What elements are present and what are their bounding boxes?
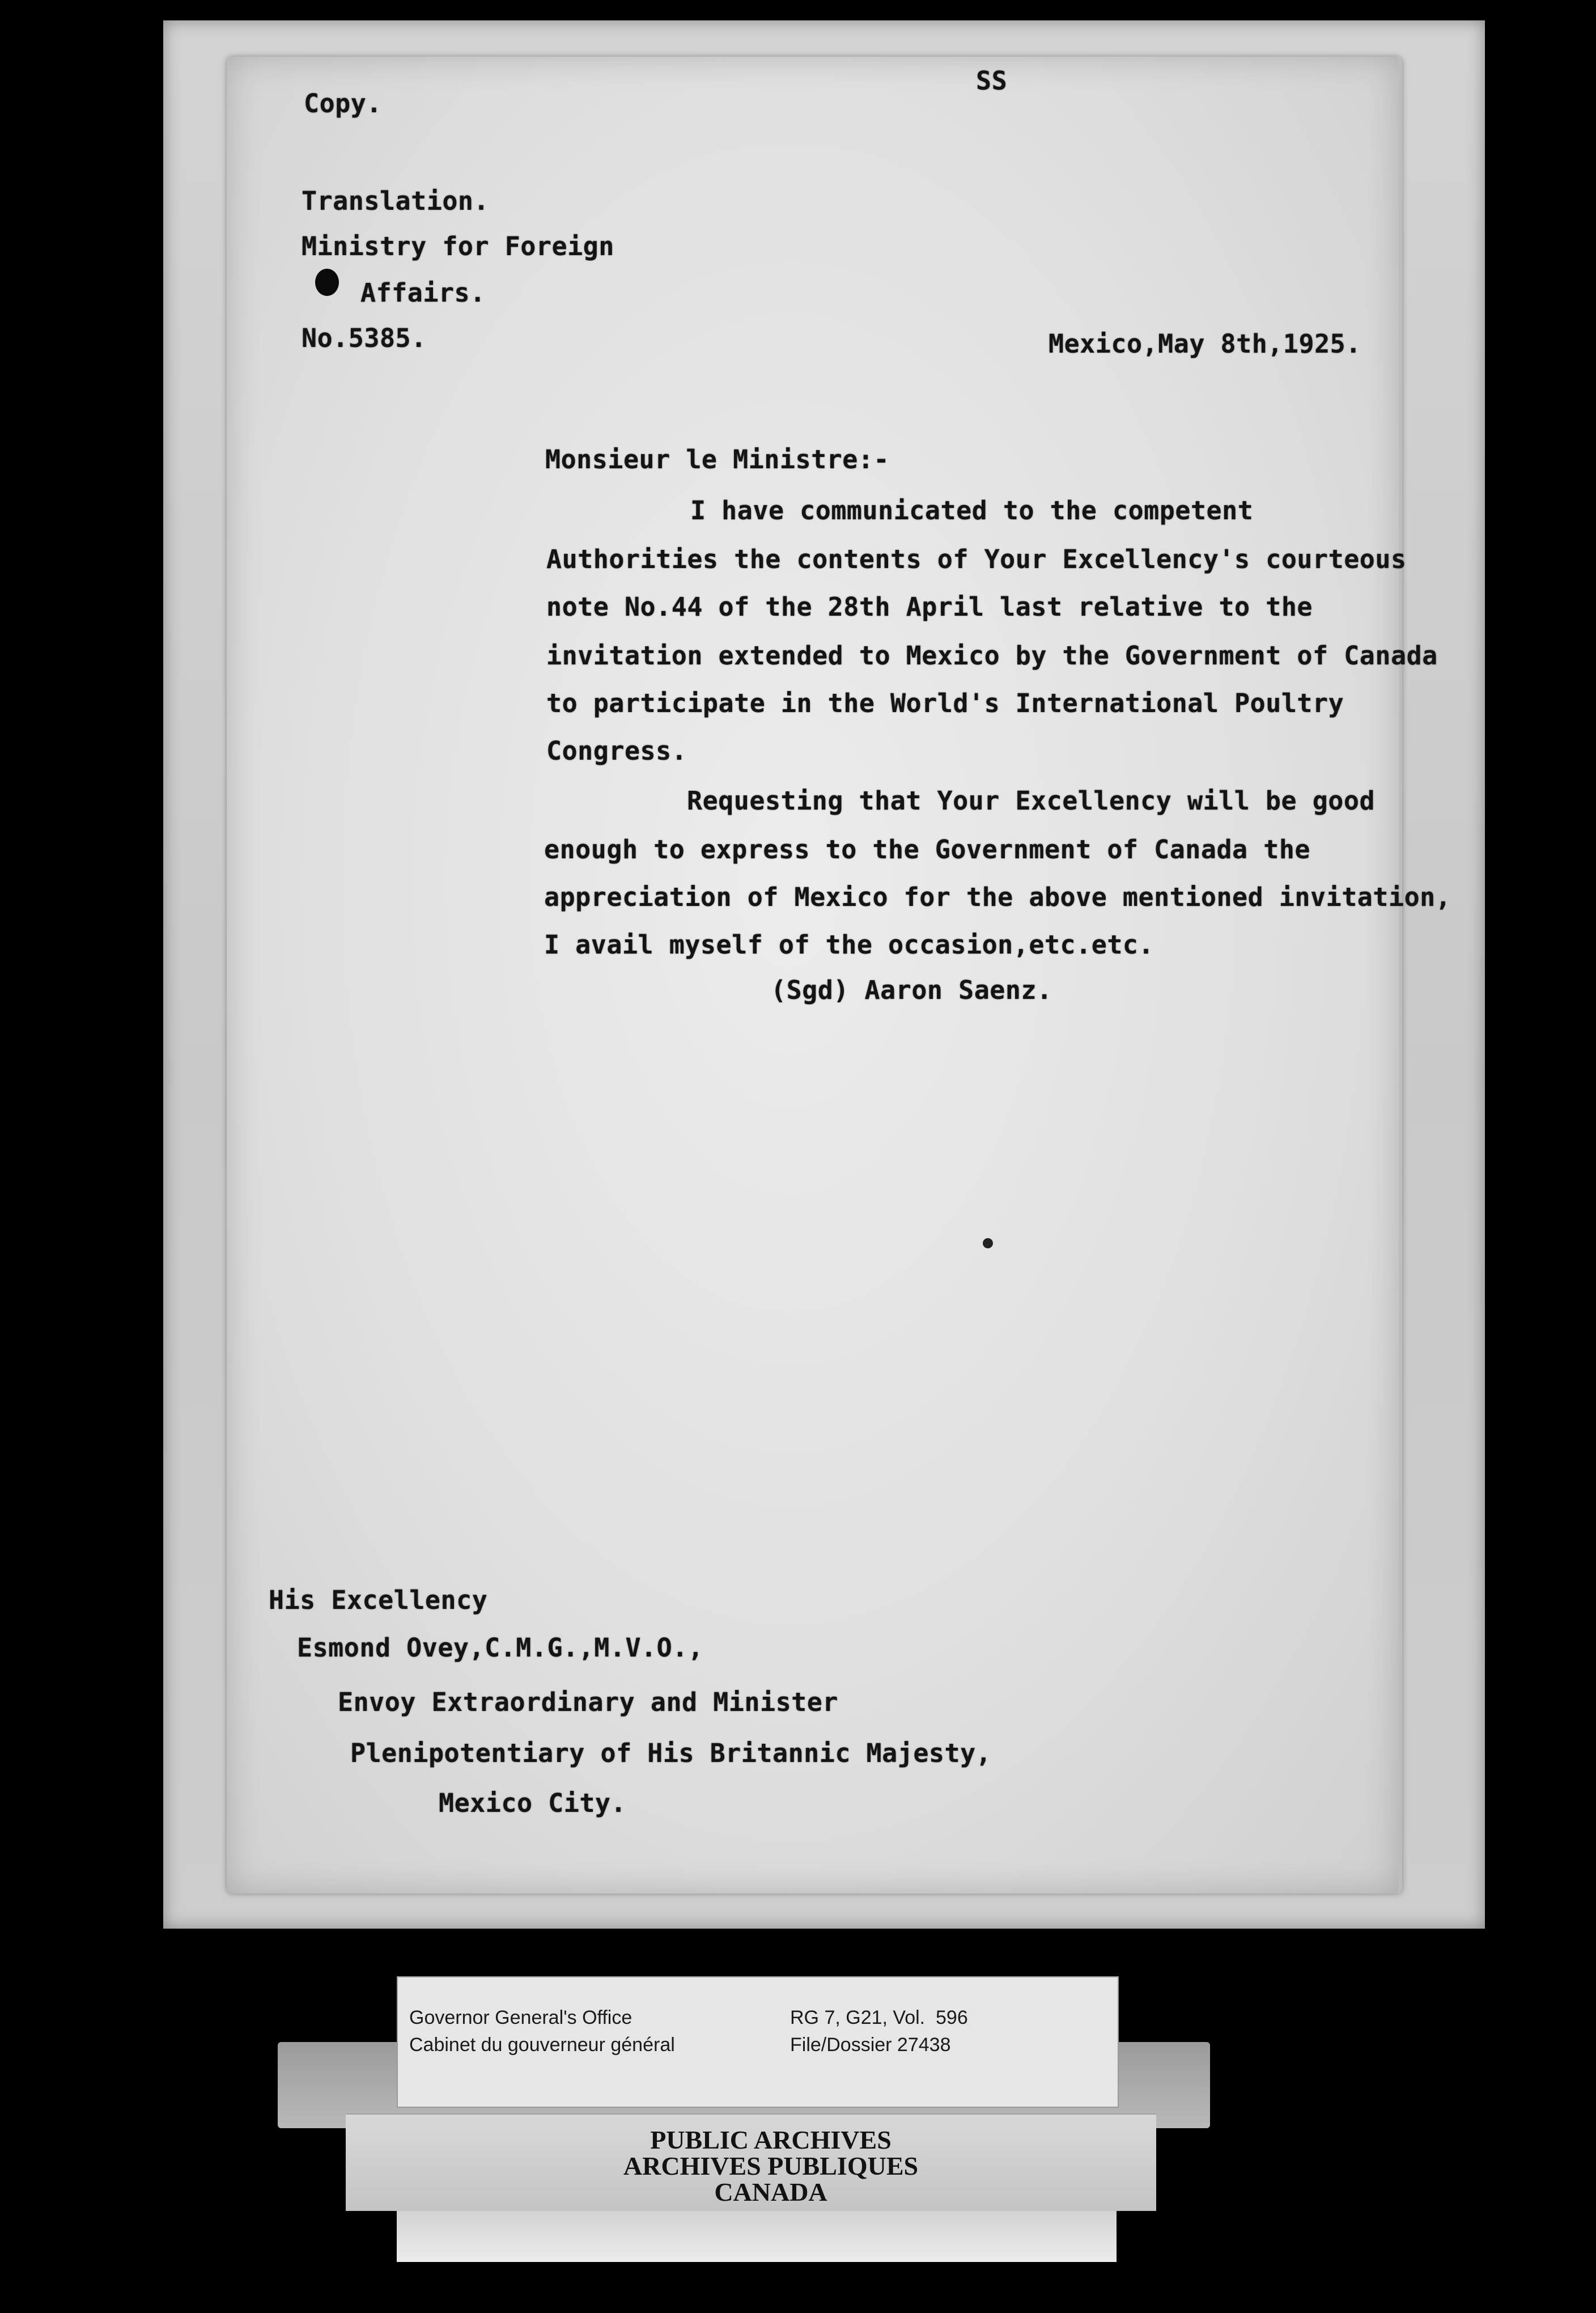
ink-speck [983, 1238, 993, 1248]
body-line-1: I have communicated to the competent [690, 495, 1254, 526]
addressee-line-1: His Excellency [269, 1585, 488, 1615]
body-line-5: to participate in the World's International Poultry [546, 688, 1344, 718]
copy-label: Copy. [304, 88, 382, 118]
body-line-6: Congress. [546, 736, 687, 766]
document-date: Mexico,May 8th,1925. [1049, 329, 1361, 359]
ink-blot [315, 269, 339, 296]
office-english: Governor General's Office [409, 2007, 633, 2028]
public-archives-line-3: CANADA [714, 2178, 827, 2206]
addressee-line-4: Plenipotentiary of His Britannic Majesty, [350, 1738, 992, 1768]
header-line-translation: Translation. [302, 186, 490, 216]
page-mark: SS [976, 66, 1008, 96]
document-number: No.5385. [302, 323, 427, 353]
signature: (Sgd) Aaron Saenz. [771, 975, 1052, 1005]
office-french: Cabinet du gouverneur général [409, 2034, 675, 2056]
addressee-line-5: Mexico City. [439, 1788, 627, 1818]
body-line-8: enough to express to the Government of Canada the [544, 834, 1311, 865]
body-line-9: appreciation of Mexico for the above mentioned invitation, [544, 882, 1451, 912]
addressee-line-2: Esmond Ovey,C.M.G.,M.V.O., [297, 1633, 704, 1663]
header-line-affairs: Affairs. [360, 278, 486, 308]
body-line-2: Authorities the contents of Your Excellency's courteous [546, 544, 1407, 574]
label-bottom-strip [397, 2211, 1117, 2262]
header-line-ministry: Ministry for Foreign [302, 231, 614, 261]
public-archives-line-1: PUBLIC ARCHIVES [650, 2125, 892, 2154]
body-line-4: invitation extended to Mexico by the Government of Canada [546, 641, 1438, 671]
addressee-line-3: Envoy Extraordinary and Minister [338, 1687, 838, 1717]
record-group-reference: RG 7, G21, Vol. 596 [790, 2007, 968, 2028]
body-line-10: I avail myself of the occasion,etc.etc. [544, 930, 1154, 960]
public-archives-line-2: ARCHIVES PUBLIQUES [623, 2151, 919, 2180]
body-line-3: note No.44 of the 28th April last relative to the [546, 592, 1313, 622]
body-line-7: Requesting that Your Excellency will be good [687, 786, 1376, 816]
salutation: Monsieur le Ministre:- [545, 444, 890, 475]
file-dossier-number: File/Dossier 27438 [790, 2034, 951, 2056]
